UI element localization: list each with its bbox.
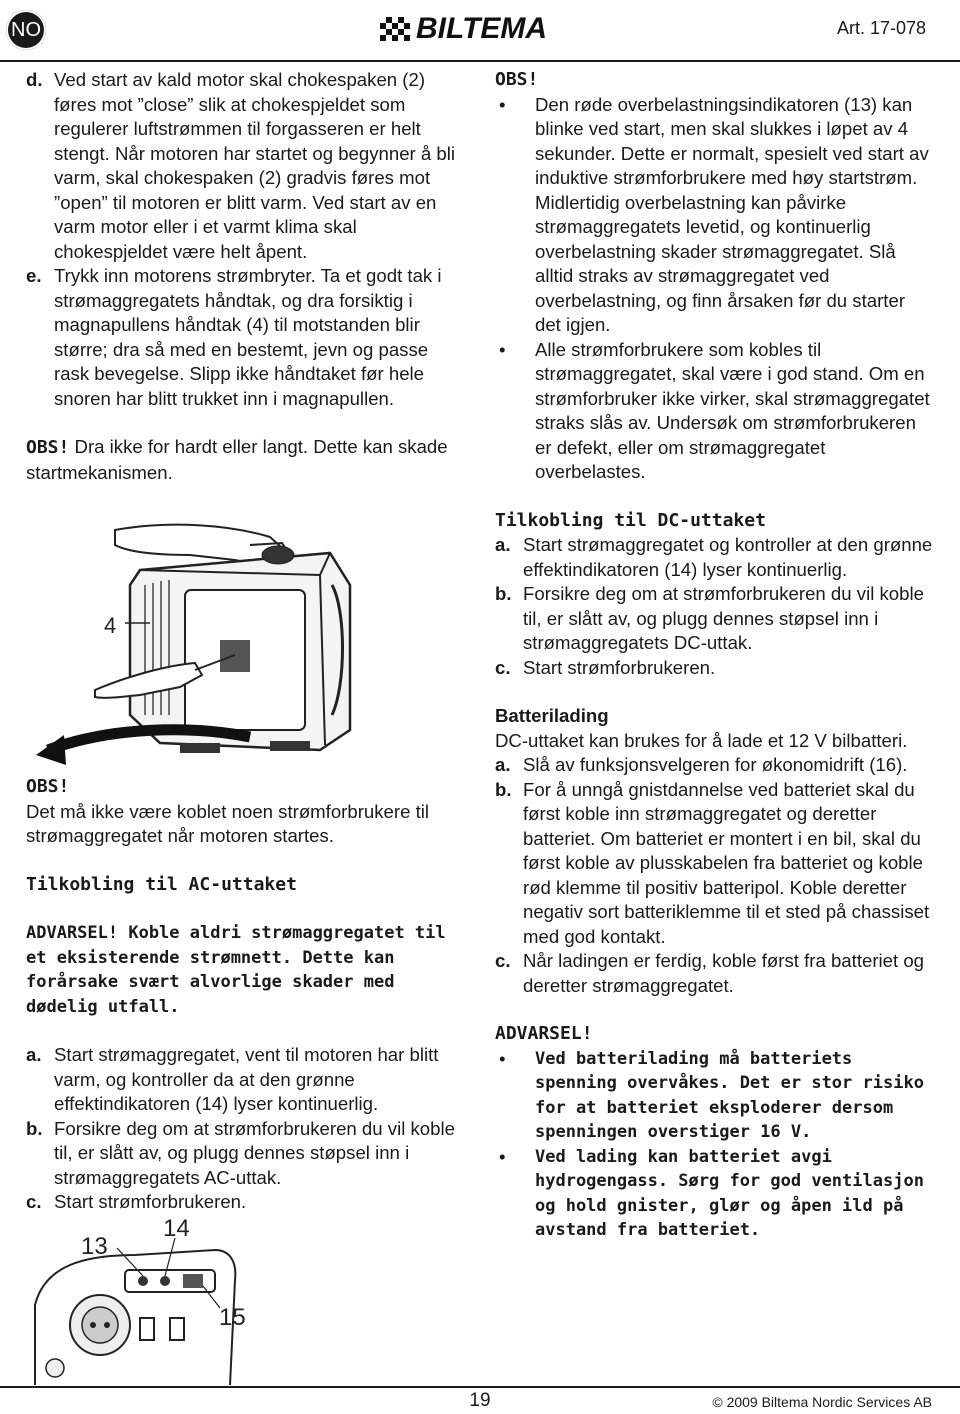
battery-step-b-label: b. — [495, 778, 512, 800]
ac-step-c-label: c. — [26, 1191, 42, 1212]
obs-note-1 — [26, 435, 466, 485]
callout-15: 15 — [219, 1304, 246, 1331]
article-number: Art. 17-078 — [836, 18, 926, 38]
ac-step-b — [26, 1117, 466, 1191]
warning-bullet-2 — [495, 1145, 935, 1243]
ac-outlet-heading: Tilkobling til AC-uttaket — [26, 873, 297, 895]
battery-intro: DC-uttaket kan brukes for å lade et 12 V bilbatteri. — [495, 729, 908, 751]
step-d — [26, 68, 466, 264]
bullet-icon: • — [499, 338, 506, 360]
battery-step-c — [495, 949, 935, 998]
left-column-middle — [26, 775, 466, 1215]
obs-bullet-2 — [495, 338, 935, 485]
warning-bullet-1 — [495, 1047, 935, 1145]
ac-warning: ADVARSEL! Koble aldri strømaggregatet til et eksisterende strømnett. Dette kan forårsake svært alvorlige skader med dødelig utfall. — [26, 923, 446, 1017]
language-badge — [6, 10, 46, 50]
warning-bullet-2-text: Ved lading kan batteriet avgi hydrogengass. Sørg for god ventilasjon og hold gnister, glør og åpen ild på avstand fra batteriet. — [535, 1146, 924, 1240]
left-column-top — [26, 68, 466, 485]
dc-step-a-label: a. — [495, 534, 511, 555]
step-d-label: d. — [26, 69, 43, 90]
checkered-flag-icon — [380, 17, 410, 41]
dc-step-c — [495, 656, 935, 681]
right-column — [495, 68, 935, 1243]
battery-step-c-label: c. — [495, 950, 511, 971]
obs-bullet-1 — [495, 93, 935, 338]
warning-bullet-1-text: Ved batterilading må batteriets spenning overvåkes. Det er stor risiko for at batteriet eksploderer dersom spenningen overstiger 16 V. — [535, 1048, 924, 1142]
language-code: NO — [11, 18, 41, 41]
step-e — [26, 264, 466, 411]
ac-step-a — [26, 1043, 466, 1117]
battery-heading: Batterilading — [495, 705, 609, 726]
dc-step-c-label: c. — [495, 656, 511, 678]
bullet-icon: • — [499, 1047, 506, 1069]
copyright: © 2009 Biltema Nordic Services AB — [712, 1394, 932, 1410]
battery-step-a-label: a. — [495, 754, 511, 775]
battery-step-a — [495, 753, 935, 778]
dc-step-b-text: Forsikre deg om at strømforbrukeren du vil koble til, er slått av, og plugg dennes støpsel inn i strømaggregatets DC-uttak. — [523, 583, 924, 653]
step-d-text: Ved start av kald motor skal chokespaken (2) føres mot ”close” slik at chokespjeldet som regulerer luftstrømmen til forgasseren er helt stengt. Når motoren har startet og begynner å bli varm, skal chokespaken (2) gradvis føres mot ”open” til motoren er blitt varm. Ved start av en varm motor eller i et varmt klima skal chokespjeldet være helt åpent. — [54, 69, 456, 262]
obs-bullet-2-text: Alle strømforbrukere som kobles til strømaggregatet, skal være i god stand. Om en strømforbruker ikke virker, skal strømaggregatet straks slås av. Undersøk om strømforbrukeren er defekt, eller om strømaggregatet overbelastes. — [535, 338, 930, 482]
dc-step-c-text: Start strømforbrukeren. — [523, 656, 716, 678]
bullet-icon: • — [499, 1145, 506, 1167]
dc-step-a-text: Start strømaggregatet og kontroller at den grønne effektindikatoren (14) lyser kontinuerlig. — [523, 534, 933, 580]
obs-bullet-1-text: Den røde overbelastningsindikatoren (13) kan blinke ved start, men skal slukkes i løpet av 4 sekunder. Dette er normalt, spesielt ved start av induktive strømforbrukere med høy startstrøm. Midlertidig overbelastning kan påvirke strømaggregatets levetid, og kontinuerlig overbelastning skader strømaggregatet. Slå alltid straks av strømaggregatet ved overbelastning, og finn årsaken før du starter det igjen. — [535, 93, 929, 335]
ac-step-b-text: Forsikre deg om at strømforbrukeren du vil koble til, er slått av, og plugg dennes støpsel inn i strømaggregatets AC-uttak. — [54, 1117, 455, 1188]
dc-step-b-label: b. — [495, 583, 512, 604]
callout-13: 13 — [81, 1233, 108, 1260]
pull-start-illustration — [20, 515, 470, 785]
ac-step-b-label: b. — [26, 1117, 43, 1139]
dc-step-b — [495, 582, 935, 656]
dc-step-a — [495, 533, 935, 582]
ac-step-a-label: a. — [26, 1044, 42, 1065]
battery-step-b — [495, 778, 935, 950]
step-e-text: Trykk inn motorens strømbryter. Ta et godt tak i strømaggregatets håndtak, og dra forsiktig i magnapullens håndtak (4) til motstanden blir større; dra så med en bestemt, jevn og passe rask bevegelse. Slipp ikke håndtaket før hele snoren har blitt trukket inn i magnapullen. — [54, 265, 442, 409]
callout-4: 4 — [104, 613, 117, 638]
header-divider — [0, 60, 960, 62]
obs-note-2-text: Det må ikke være koblet noen strømforbrukere til strømaggregatet når motoren startes. — [26, 800, 430, 846]
obs-note-2-label: OBS! — [26, 776, 70, 797]
brand-logo — [380, 14, 547, 44]
battery-step-a-text: Slå av funksjonsvelgeren for økonomidrift (16). — [523, 754, 908, 775]
step-e-label: e. — [26, 265, 42, 286]
control-panel-illustration — [25, 1210, 275, 1385]
battery-warning-heading: ADVARSEL! — [495, 1023, 593, 1044]
ac-step-c-text: Start strømforbrukeren. — [54, 1191, 247, 1212]
page-number: 19 — [458, 1388, 502, 1414]
callout-14: 14 — [163, 1215, 190, 1242]
bullet-icon: • — [499, 93, 506, 115]
obs-note-1-label: OBS! — [26, 437, 70, 458]
ac-step-a-text: Start strømaggregatet, vent til motoren har blitt varm, og kontroller da at den grønne effektindikatoren (14) lyser kontinuerlig. — [54, 1044, 439, 1114]
obs-note-1-text: Dra ikke for hardt eller langt. Dette kan skade startmekanismen. — [26, 436, 448, 483]
battery-step-b-text: For å unngå gnistdannelse ved batteriet skal du først koble inn strømaggregatet og deretter batteriet. Om batteriet er montert i en bil, skal du først koble av plusskabelen fra batteriet og koble rød klemme til positiv batteripol. Koble deretter negativ sort batteriklemme til et sted på chassiset med god kontakt. — [523, 778, 930, 947]
dc-outlet-heading: Tilkobling til DC-uttaket — [495, 509, 766, 531]
brand-name: BILTEMA — [416, 12, 548, 45]
obs-note-3-label: OBS! — [495, 69, 539, 90]
battery-step-c-text: Når ladingen er ferdig, koble først fra batteriet og deretter strømaggregatet. — [523, 950, 925, 996]
